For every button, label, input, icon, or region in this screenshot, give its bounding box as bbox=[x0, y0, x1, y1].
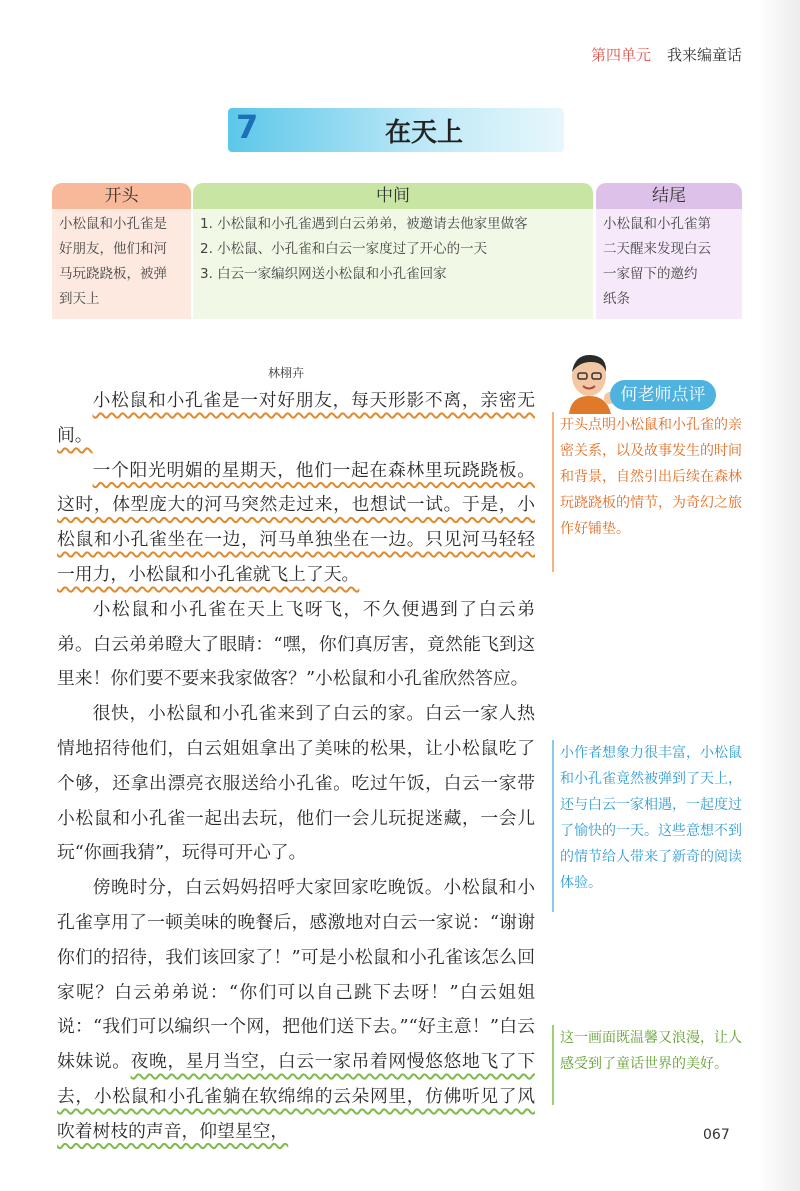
paragraph bbox=[57, 593, 535, 697]
lesson-number: 7 bbox=[236, 108, 259, 146]
outline-line: 3. 白云一家编织网送小松鼠和小孔雀回家 bbox=[200, 266, 447, 282]
outline-start-label: 开头 bbox=[52, 183, 191, 209]
lesson-title: 在天上 bbox=[385, 118, 464, 148]
teacher-comment-2: 小作者想象力很丰富，小松鼠和小孔雀竟然被弹到了天上，还与白云一家相遇，一起度过了愉快的一天。这些意想不到的情节给人带来了新奇的阅读体验。 bbox=[552, 740, 752, 912]
outline-end-label: 结尾 bbox=[596, 183, 742, 209]
outline-middle bbox=[193, 183, 593, 319]
outline-line: 一家留下的邀约 bbox=[603, 266, 698, 282]
outline-line: 马玩跷跷板，被弹 bbox=[59, 266, 167, 282]
paragraph-text: 小松鼠和小孔雀是一对好朋友，每天形影不离，亲密无间。 bbox=[57, 390, 535, 446]
outline-end-body bbox=[596, 209, 742, 319]
outline-middle-label: 中间 bbox=[193, 183, 593, 209]
teacher-comment-1: 开头点明小松鼠和小孔雀的亲密关系，以及故事发生的时间和背景，自然引出后续在森林玩跷跷板的情节，为奇幻之旅作好铺垫。 bbox=[552, 412, 752, 572]
essay-body bbox=[57, 384, 535, 1150]
outline-line: 小松鼠和小孔雀第 bbox=[603, 216, 711, 232]
outline-line: 1. 小松鼠和小孔雀遇到白云弟弟，被邀请去他家里做客 bbox=[200, 216, 528, 232]
paragraph-text-highlight: 夜晚，星月当空，白云一家吊着网慢悠悠地飞了下去，小松鼠和小孔雀躺在软绵绵的云朵网里，仿佛听见了风吹着树枝的声音，仰望星空， bbox=[57, 1051, 535, 1142]
paragraph-text: 一个阳光明媚的星期天，他们一起在森林里玩跷跷板。这时，体型庞大的河马突然走过来，也想试一试。于是，小松鼠和小孔雀坐在一边，河马单独坐在一边。只见河马轻轻一用力，小松鼠和小孔雀就飞上了天。 bbox=[57, 459, 535, 585]
teacher-comment-3: 这一画面既温馨又浪漫，让人感受到了童话世界的美好。 bbox=[552, 1025, 752, 1105]
author-name: 林栩卉 bbox=[268, 366, 305, 380]
paragraph-text: 小松鼠和小孔雀在天上飞呀飞，不久便遇到了白云弟弟。白云弟弟瞪大了眼睛：“嘿，你们真厉害，竟然能飞到这里来！你们要不要来我家做客？”小松鼠和小孔雀欣然答应。 bbox=[57, 598, 535, 690]
outline-start bbox=[52, 183, 191, 319]
unit-header bbox=[591, 44, 742, 65]
unit-theme: 我来编童话 bbox=[666, 46, 742, 64]
outline-line: 2. 小松鼠、小孔雀和白云一家度过了开心的一天 bbox=[200, 241, 488, 257]
paragraph bbox=[57, 454, 535, 593]
paragraph-text: 很快，小松鼠和小孔雀来到了白云的家。白云一家人热情地招待他们，白云姐姐拿出了美味的松果，让小松鼠吃了个够，还拿出漂亮衣服送给小孔雀。吃过午饭，白云一家带小松鼠和小孔雀一起出去玩，他们一会儿玩捉迷藏，一会儿玩“你画我猜”，玩得可开心了。 bbox=[57, 703, 535, 864]
outline-line: 纸条 bbox=[603, 291, 630, 307]
page-edge-shadow bbox=[758, 0, 800, 1191]
paragraph bbox=[57, 871, 535, 1149]
paragraph bbox=[57, 384, 535, 454]
teacher-comment-badge: 何老师点评 bbox=[610, 380, 716, 410]
outline-line: 到天上 bbox=[59, 291, 100, 307]
outline-line: 小松鼠和小孔雀是 bbox=[59, 216, 167, 232]
paragraph bbox=[57, 697, 535, 871]
outline-middle-body bbox=[193, 209, 593, 319]
outline-line: 二天醒来发现白云 bbox=[603, 241, 711, 257]
outline-end bbox=[596, 183, 742, 319]
unit-label: 第四单元 bbox=[590, 46, 651, 64]
teacher-avatar-icon bbox=[563, 350, 619, 414]
paragraph-text: 傍晚时分，白云妈妈招呼大家回家吃晚饭。小松鼠和小孔雀享用了一顿美味的晚餐后，感激地对白云一家说：“谢谢你们的招待，我们该回家了！”可是小松鼠和小孔雀该怎么回家呢？白云弟弟说：“你们可以自己跳下去呀！”白云姐姐说：“我们可以编织一个网，把他们送下去。”“好主意！”白云妹妹说。 bbox=[57, 877, 535, 1073]
page-number: 067 bbox=[703, 1127, 730, 1143]
outline-start-body bbox=[52, 209, 191, 319]
outline-line: 好朋友，他们和河 bbox=[59, 241, 167, 257]
